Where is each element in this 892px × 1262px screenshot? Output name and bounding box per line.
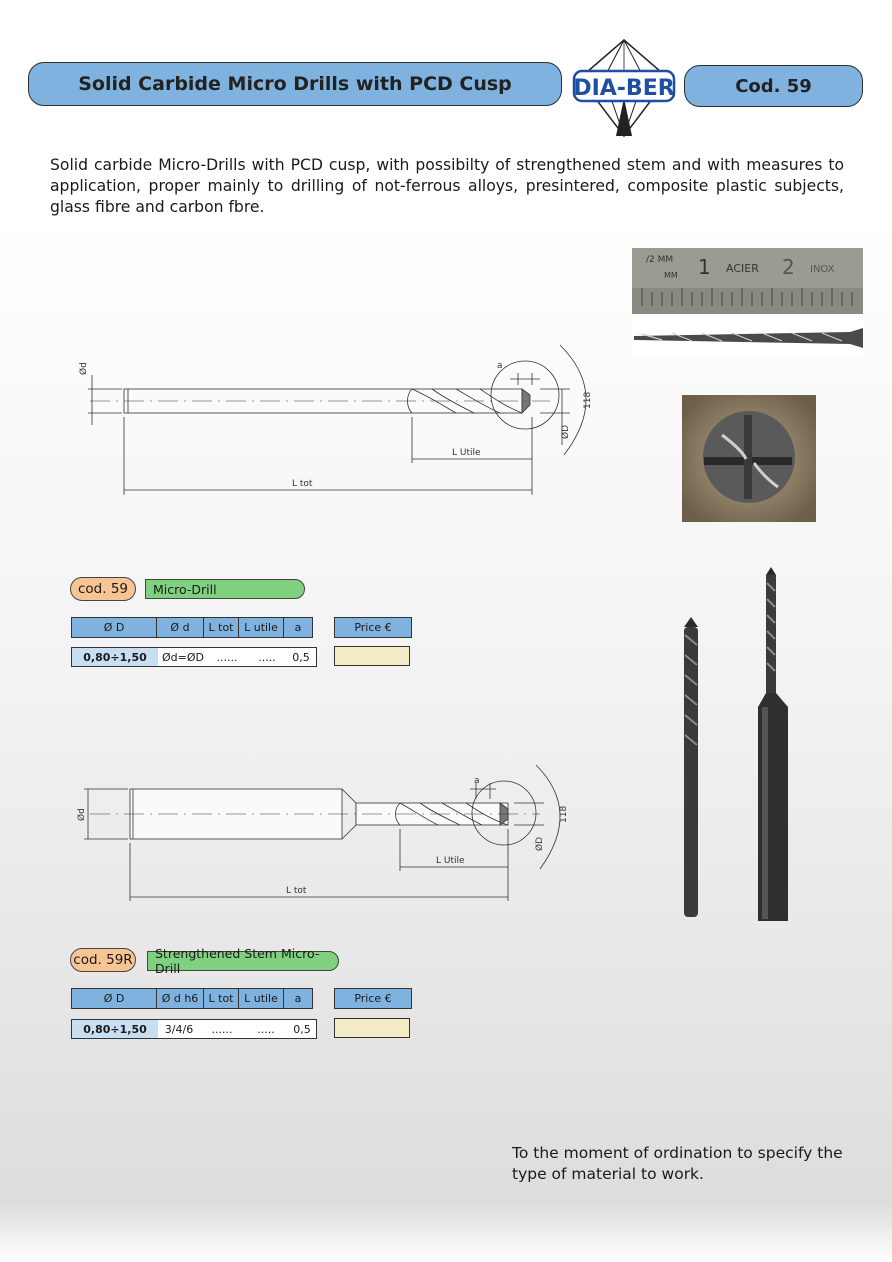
angle-label-2: 118 [559,805,569,823]
drill-tip-photo [682,395,816,522]
diameter-d-label-2: Ød [77,808,87,821]
header-l-utile: L utile [239,618,284,638]
ruler-acier: ACIER [726,262,759,275]
spec-table-59r-header [71,988,313,1009]
page-title: Solid Carbide Micro Drills with PCD Cusp [28,62,562,106]
diameter-D-label-2: ØD [535,836,545,851]
cell-l-utile: ..... [258,650,276,664]
spec-row-59 [71,647,317,667]
header-diameter-D: Ø D [72,618,157,638]
price-header-59r: Price € [334,988,412,1009]
cell-diameter-D-2: 0,80÷1,50 [72,1020,158,1038]
diameter-D-label: ØD [561,424,571,439]
logo-text: DIA-BER [573,76,675,101]
strengthened-stem-name-tag: Strengthened Stem Micro-Drill [147,951,339,971]
ruler-inox: INOX [810,264,835,275]
l-utile-label: L Utile [452,448,481,458]
header-l-utile-2: L utile [239,989,284,1009]
drills-photo [676,565,796,925]
header-diameter-D-2: Ø D [72,989,157,1009]
price-cell-59r [334,1018,410,1038]
l-tot-label-2: L tot [286,886,307,896]
code-59-tag: cod. 59 [70,577,136,601]
strengthened-stem-drill-drawing [70,755,590,905]
ruler-mm: MM [664,271,678,280]
cell-a-2: 0,5 [293,1022,311,1036]
spec-row-59r [71,1019,317,1039]
header-l-tot: L tot [204,618,239,638]
cell-diameter-D: 0,80÷1,50 [72,648,158,666]
header-diameter-d: Ø d [157,618,204,638]
cell-a: 0,5 [292,650,310,664]
header-l-tot-2: L tot [204,989,239,1009]
diameter-d-label: Ød [79,362,89,375]
dia-ber-logo [572,38,676,138]
cell-diameter-d: Ød=ØD [162,650,204,664]
cell-diameter-d-h6: 3/4/6 [164,1022,194,1036]
cell-l-tot: ...... [216,650,238,664]
cell-l-tot-2: ...... [211,1022,233,1036]
price-cell-59 [334,646,410,666]
code-59r-tag: cod. 59R [70,948,136,972]
header-a: a [284,618,313,638]
angle-label: 118 [583,391,593,409]
ruler-number-1: 1 [698,255,711,279]
header-a-2: a [284,989,313,1009]
ruler-number-2: 2 [782,255,795,279]
intro-text: Solid carbide Micro-Drills with PCD cusp, with possibilty of strengthened stem and with measures to application, proper mainly to drilling of not-ferrous alloys, presintered, composite plastic subjects, glass fibre and carbon fbre. [50,156,844,216]
spec-table-59-header [71,617,313,638]
a-label-2: a [474,776,480,786]
price-header-59: Price € [334,617,412,638]
l-tot-label: L tot [292,479,313,489]
a-label: a [497,361,503,371]
order-note: To the moment of ordination to specify the type of material to work. [512,1144,843,1183]
cell-l-utile-2: ..... [257,1022,275,1036]
micro-drill-name-tag: Micro-Drill [145,579,305,599]
product-code: Cod. 59 [684,65,863,107]
micro-drill-closeup-photo [632,320,863,356]
micro-drill-drawing [70,335,610,505]
ruler-mm-left: /2 MM [646,255,674,265]
ruler-photo [632,248,863,314]
l-utile-label-2: L Utile [436,856,465,866]
header-diameter-d-h6: Ø d h6 [157,989,204,1009]
